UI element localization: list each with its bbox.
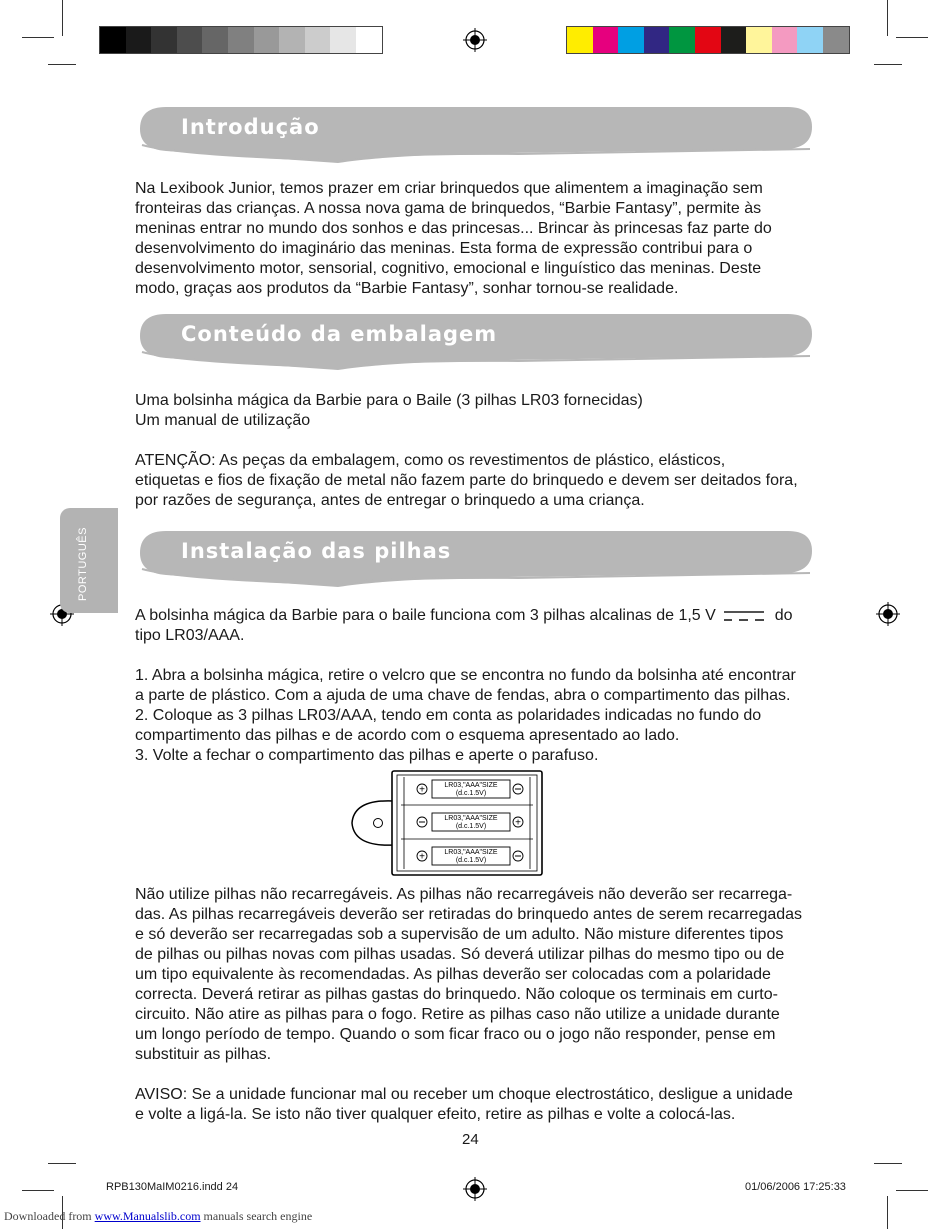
cell-label: LR03,"AAA"SIZE (444, 815, 498, 822)
crop-mark (22, 1190, 54, 1191)
battery-cell-3 (417, 847, 523, 865)
section-banner-batteries (138, 529, 814, 589)
registration-mark-icon (463, 1177, 487, 1201)
text-line: Na Lexibook Junior, temos prazer em criar brinquedos que alimentem a imaginação sem (135, 180, 763, 197)
crop-mark (22, 37, 54, 38)
color-swatch (695, 27, 721, 53)
crop-mark (887, 0, 888, 36)
color-swatch (305, 27, 331, 53)
list-item: Uma bolsinha mágica da Barbie para o Baile (3 pilhas LR03 fornecidas) (135, 392, 643, 409)
text-fragment: do (774, 607, 793, 624)
text-line: 2. Coloque as 3 pilhas LR03/AAA, tendo em conta as polaridades indicadas no fundo do (135, 707, 762, 724)
text-line: e volte a ligá-la. Se isto não tiver qualquer efeito, retire as pilhas e volte a colocá-las. (135, 1106, 736, 1123)
color-swatch (126, 27, 152, 53)
svg-text:+: + (419, 851, 425, 863)
cell-voltage: (d.c.1.5V) (455, 857, 487, 864)
section-title: Instalação das pilhas (181, 539, 452, 563)
color-swatch (823, 27, 849, 53)
text-fragment: A bolsinha mágica da Barbie para o baile funciona com 3 pilhas alcalinas de 1,5 V (135, 607, 716, 624)
cell-voltage: (d.c.1.5V) (455, 823, 487, 830)
color-swatch (254, 27, 280, 53)
text-line: substituir as pilhas. (135, 1046, 272, 1063)
section-title: Introdução (181, 115, 320, 139)
color-swatch (746, 27, 772, 53)
text-line: circuito. Não atire as pilhas para o fogo. Retire as pilhas caso não utilize a unidade durante (135, 1006, 780, 1023)
text-line: um longo período de tempo. Quando o som ficar fraco ou o jogo não responder, pense em (135, 1026, 776, 1043)
color-swatch (330, 27, 356, 53)
battery-intro (135, 606, 825, 646)
text-line: AVISO: Se a unidade funcionar mal ou receber um choque electrostático, desligue a unidade (135, 1086, 793, 1103)
text-line: tipo LR03/AAA. (135, 627, 245, 644)
svg-text:+: + (419, 784, 425, 796)
text-line: meninas entrar no mundo dos sonhos e das princesas... Brincar às princesas faz parte do (135, 220, 772, 237)
aviso-paragraph (135, 1085, 825, 1125)
color-swatch (151, 27, 177, 53)
text-line: a parte de plástico. Com a ajuda de uma chave de fendas, abra o compartimento das pilhas. (135, 687, 791, 704)
color-swatch (228, 27, 254, 53)
crop-mark (896, 1190, 928, 1191)
list-item: Um manual de utilização (135, 412, 311, 429)
battery-notice (135, 885, 825, 1065)
warning-paragraph (135, 451, 825, 511)
color-swatch (644, 27, 670, 53)
page-number: 24 (462, 1131, 479, 1148)
footer-file: RPB130MaIM0216.indd 24 (106, 1181, 239, 1193)
text-line: das. As pilhas recarregáveis deverão ser retiradas do brinquedo antes de serem recarregadas (135, 906, 803, 923)
color-swatch (100, 27, 126, 53)
color-swatch (356, 27, 382, 53)
installation-steps (135, 666, 825, 766)
text-line: ATENÇÃO: As peças da embalagem, como os revestimentos de plástico, elásticos, (135, 452, 726, 469)
crop-mark (48, 64, 76, 65)
text-line: Não utilize pilhas não recarregáveis. As pilhas não recarregáveis não deverão ser recarrega- (135, 886, 793, 903)
color-swatch (567, 27, 593, 53)
language-side-tab (60, 508, 118, 613)
cell-label: LR03,"AAA"SIZE (444, 849, 498, 856)
text-line: 1. Abra a bolsinha mágica, retire o velcro que se encontra no fundo da bolsinha até encontrar (135, 667, 796, 684)
text-line: correcta. Deverá retirar as pilhas gastas do brinquedo. Não coloque os terminais em curto- (135, 986, 778, 1003)
text-line: modo, graças aos produtos da “Barbie Fantasy”, sonhar tornou-se realidade. (135, 280, 679, 297)
section-title: Conteúdo da embalagem (181, 322, 498, 346)
gray-swatch-strip (99, 26, 383, 54)
color-swatch-strip (566, 26, 850, 54)
color-swatch (618, 27, 644, 53)
crop-mark (874, 1163, 902, 1164)
color-swatch (669, 27, 695, 53)
crop-mark (896, 37, 928, 38)
text-line: compartimento das pilhas e de acordo com o esquema apresentado ao lado. (135, 727, 680, 744)
text-line: desenvolvimento do imaginário das meninas. Esta forma de expressão contribui para o (135, 240, 753, 257)
manualslib-link[interactable]: www.Manualslib.com (94, 1209, 201, 1223)
cell-label: LR03,"AAA"SIZE (444, 782, 498, 789)
download-prefix: Downloaded from (4, 1209, 95, 1223)
battery-cell-2 (417, 813, 523, 831)
text-line: um tipo equivalente às recomendadas. As pilhas deverão ser colocadas com a polaridade (135, 966, 771, 983)
text-line: etiquetas e fios de fixação de metal não fazem parte do brinquedo e devem ser deitados fora, (135, 472, 798, 489)
download-note (4, 1209, 312, 1224)
color-swatch (593, 27, 619, 53)
text-line: de pilhas ou pilhas novas com pilhas usadas. Só deverá utilizar pilhas do mesmo tipo ou de (135, 946, 785, 963)
footer-date: 01/06/2006 17:25:33 (745, 1181, 846, 1193)
download-suffix: manuals search engine (200, 1209, 313, 1223)
battery-cell-1 (417, 780, 523, 798)
crop-mark (62, 0, 63, 36)
contents-list (135, 391, 825, 431)
color-swatch (279, 27, 305, 53)
color-swatch (797, 27, 823, 53)
crop-mark (48, 1163, 76, 1164)
text-line: por razões de segurança, antes de entregar o brinquedo a uma criança. (135, 492, 645, 509)
crop-mark (874, 64, 902, 65)
registration-mark-icon (876, 602, 900, 626)
registration-mark-icon (463, 28, 487, 52)
text-line (135, 606, 825, 626)
text-line: desenvolvimento motor, sensorial, cognitivo, emocional e linguístico das meninas. Deste (135, 260, 762, 277)
dc-voltage-symbol-icon (722, 609, 766, 623)
text-line: 3. Volte a fechar o compartimento das pilhas e aperte o parafuso. (135, 747, 599, 764)
color-swatch (772, 27, 798, 53)
battery-compartment-diagram (348, 769, 546, 879)
text-line: fronteiras das crianças. A nossa nova gama de brinquedos, “Barbie Fantasy”, permite às (135, 200, 762, 217)
color-swatch (202, 27, 228, 53)
svg-text:+: + (515, 817, 521, 829)
section-banner-contents (138, 312, 814, 372)
section-banner-intro (138, 105, 814, 165)
cell-voltage: (d.c.1.5V) (455, 790, 487, 797)
color-swatch (177, 27, 203, 53)
intro-paragraph (135, 179, 825, 299)
language-label: PORTUGUÊS (77, 527, 89, 601)
color-swatch (721, 27, 747, 53)
crop-mark (887, 1196, 888, 1229)
text-line: e só deverão ser recarregadas sob a supervisão de um adulto. Não misture diferentes tipos (135, 926, 784, 943)
